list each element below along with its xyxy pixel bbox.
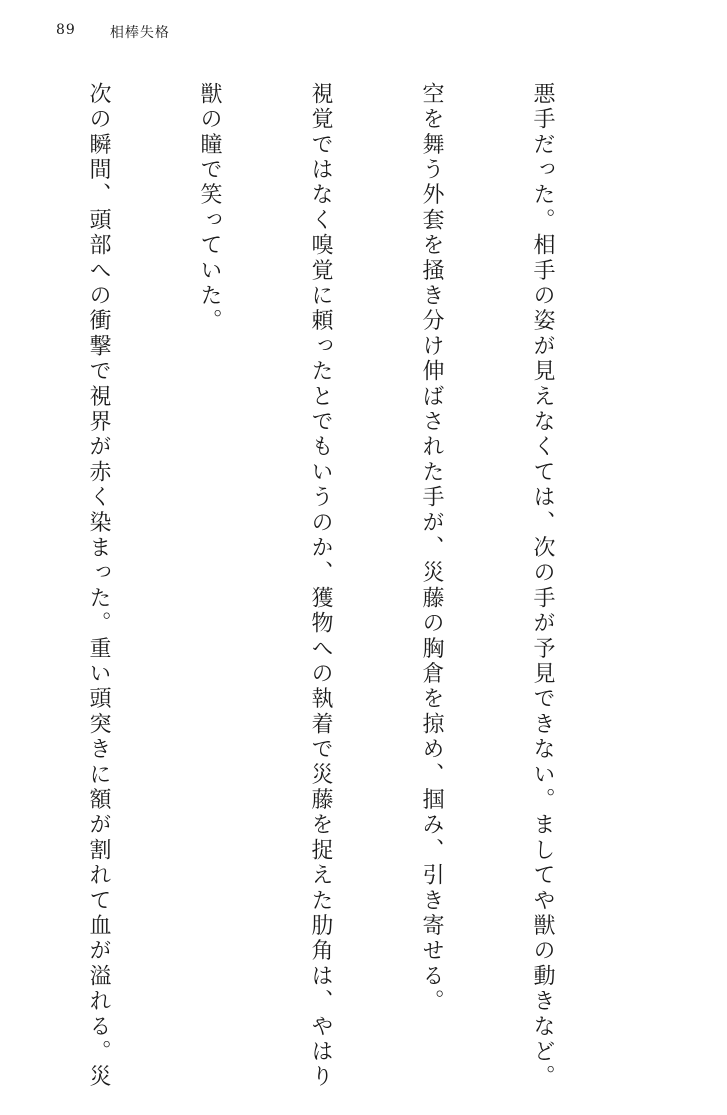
text-line: 悪手だった。相手の姿が見えなくては、次の手が予見できない。ましてや獣の動きなど。	[530, 82, 555, 1090]
text-line	[0, 82, 6, 1012]
text-line: 獣の瞳で笑っていた。	[197, 82, 222, 334]
text-line: 次の瞬間、頭部への衝撃で視界が赤く染まった。重い頭突きに額が割れて血が溢れる。災	[86, 82, 111, 1090]
page-header	[56, 22, 170, 42]
book-title: 相棒失格	[109, 25, 170, 41]
vertical-body-text	[0, 82, 635, 1090]
text-line: 空を舞う外套を掻き分け伸ばされた手が、災藤の胸倉を掠め、掴み、引き寄せる。	[419, 82, 444, 1015]
text-line: 視覚ではなく嗅覚に頼ったとでもいうのか、獲物への執着で災藤を捉えた肋角は、やはり	[308, 82, 333, 1090]
page-number: 89	[56, 22, 76, 38]
